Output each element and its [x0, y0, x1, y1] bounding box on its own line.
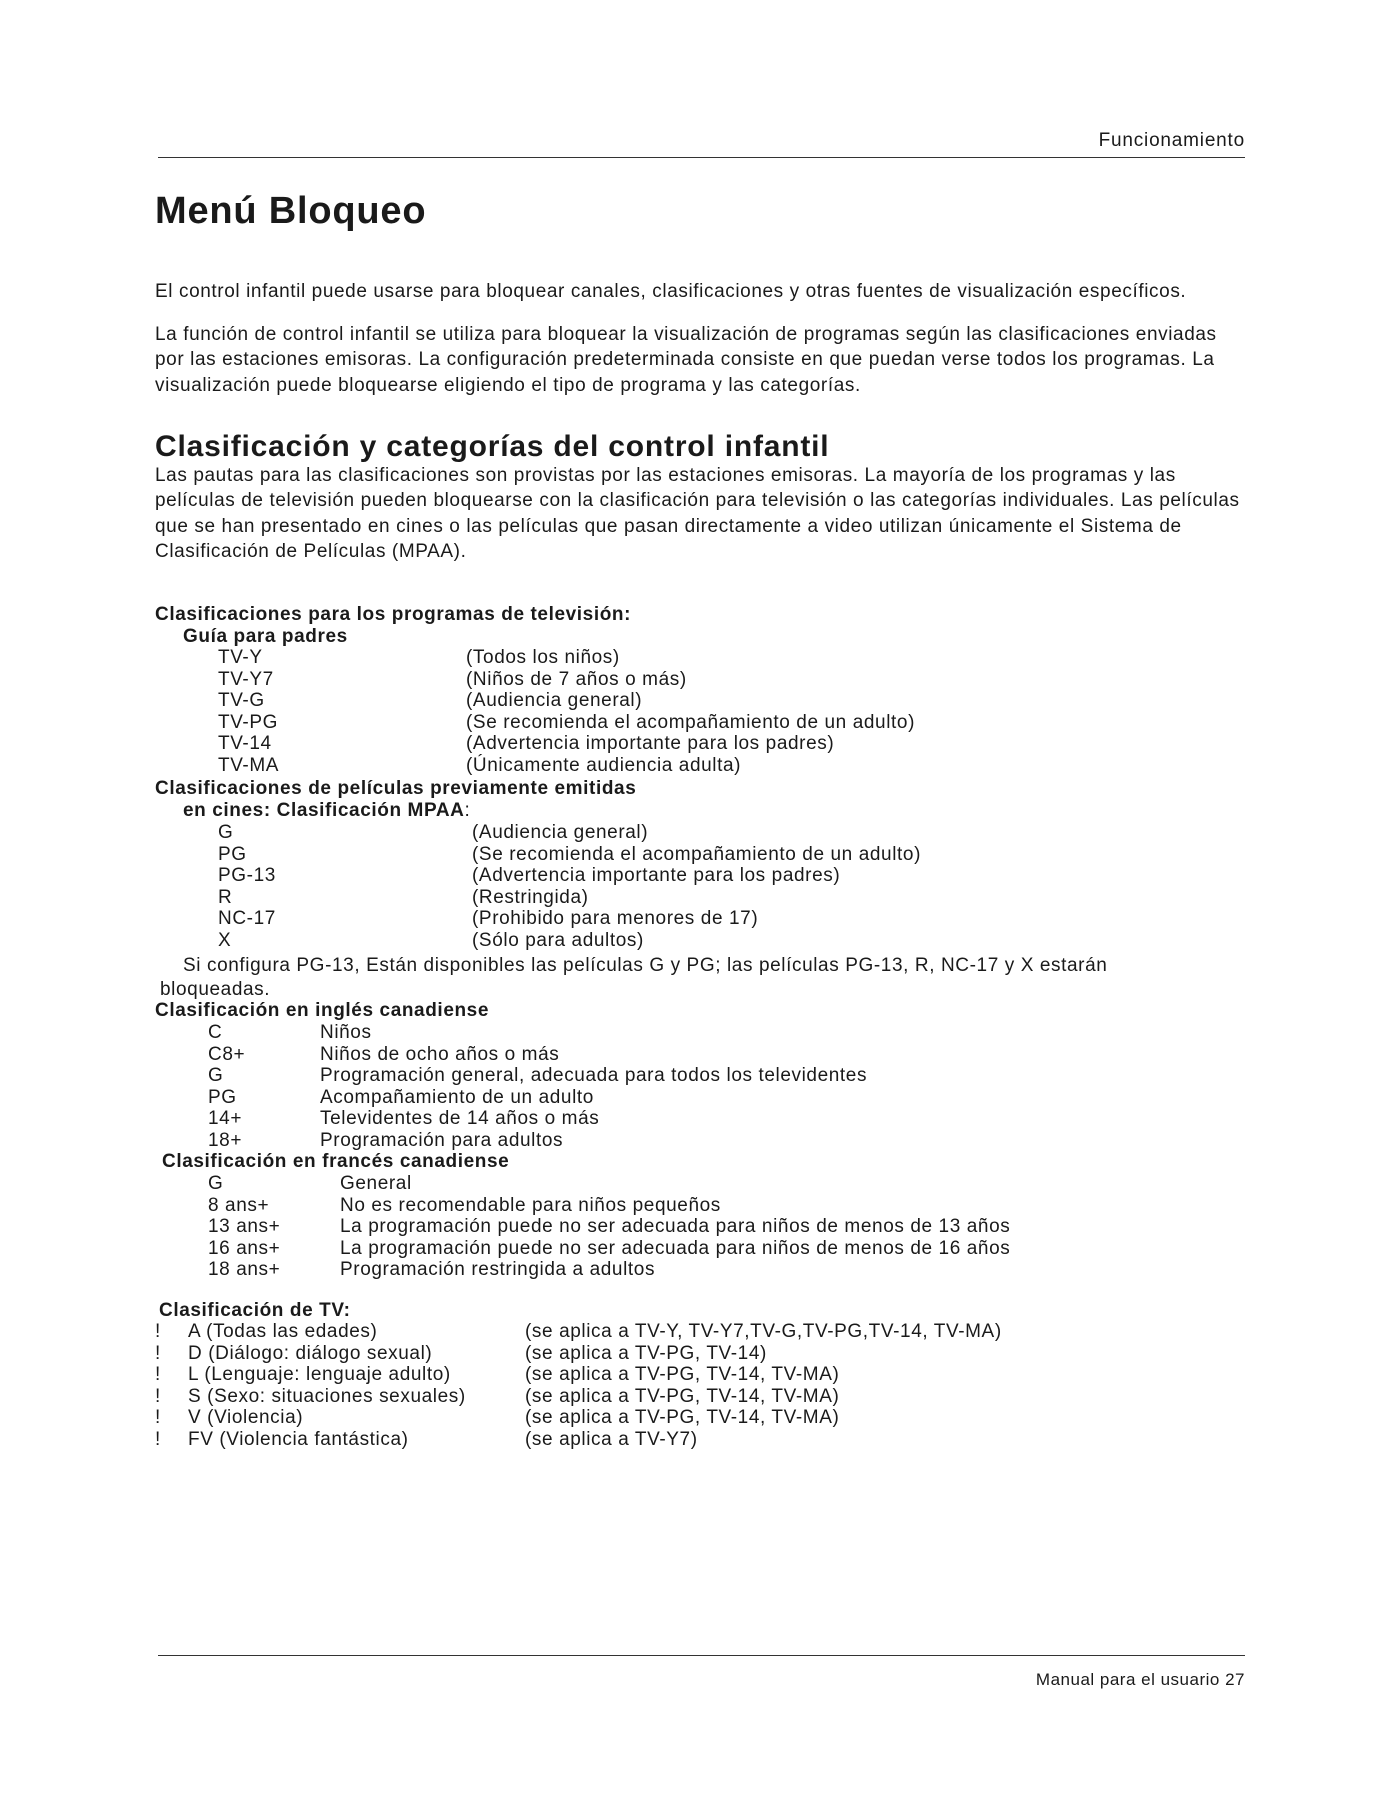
tv-rating-code: TV-G — [218, 690, 265, 712]
tv-category-applies: (se aplica a TV-PG, TV-14, TV-MA) — [525, 1364, 840, 1386]
footer-page-label: Manual para el usuario 27 — [1035, 1670, 1245, 1689]
canadian-french-rating-description: General — [340, 1173, 412, 1194]
canadian-french-rating-description: Programación restringida a adultos — [340, 1259, 656, 1281]
mpaa-subheading-text: en cines: Clasificación MPAA — [183, 800, 465, 821]
canadian-french-rating-code: 8 ans+ — [208, 1194, 270, 1216]
intro-paragraph-2: La función de control infantil se utiliza para bloquear la visualización de programas según las clasificaciones enviadas por las estaciones emisoras. La configuración predeterminada consiste en que puedan verse todos los programas. La visualización puede bloquearse eligiendo el tipo de programa y las categorías. — [155, 324, 1217, 396]
tv-rating-code: TV-Y — [218, 647, 263, 668]
movies-heading: Clasificaciones de películas previamente emitidas — [155, 778, 637, 799]
tv-rating-description: (Advertencia importante para los padres) — [466, 733, 835, 755]
tv-rating-description: (Niños de 7 años o más) — [466, 668, 687, 690]
mpaa-rating-code: PG-13 — [218, 865, 276, 887]
tv-category-applies: (se aplica a TV-PG, TV-14, TV-MA) — [525, 1407, 840, 1429]
mpaa-rating-code: PG — [218, 843, 247, 865]
tv-category-bullet: ! — [155, 1429, 161, 1450]
tv-category-bullet: ! — [155, 1364, 161, 1386]
tv-category-applies: (se aplica a TV-PG, TV-14) — [525, 1342, 767, 1364]
tv-category-name: S (Sexo: situaciones sexuales) — [188, 1385, 466, 1407]
tv-rating-description: (Audiencia general) — [466, 690, 643, 712]
mpaa-subheading-colon: : — [464, 800, 471, 821]
footer-rule — [158, 1655, 1245, 1656]
canadian-english-rating-description: Televidentes de 14 años o más — [320, 1108, 600, 1130]
mpaa-rating-description: (Sólo para adultos) — [472, 930, 644, 951]
canadian-english-rating-code: G — [208, 1065, 224, 1087]
mpaa-rating-code: R — [218, 886, 233, 908]
tv-category-name: D (Diálogo: diálogo sexual) — [188, 1342, 433, 1364]
canadian-french-rating-code: G — [208, 1173, 224, 1194]
tv-rating-description: (Todos los niños) — [466, 647, 620, 668]
header-rule — [158, 157, 1245, 158]
canadian-french-rating-description: No es recomendable para niños pequeños — [340, 1194, 721, 1216]
intro-paragraph-1: El control infantil puede usarse para bloquear canales, clasificaciones y otras fuentes de visualización específicos. — [155, 281, 1187, 302]
mpaa-rating-description: (Restringida) — [472, 886, 589, 908]
mpaa-rating-description: (Audiencia general) — [472, 822, 649, 843]
tv-category-bullet: ! — [155, 1385, 161, 1407]
canadian-english-heading: Clasificación en inglés canadiense — [155, 1000, 490, 1021]
page-title: Menú Bloqueo — [155, 190, 427, 232]
tv-category-name: A (Todas las edades) — [188, 1321, 378, 1342]
mpaa-rating-description: (Prohibido para menores de 17) — [472, 908, 759, 930]
canadian-english-rating-code: 18+ — [208, 1130, 243, 1151]
movies-subheading — [183, 800, 470, 822]
canadian-english-rating-description: Programación general, adecuada para todos los televidentes — [320, 1065, 868, 1087]
tv-rating-code: TV-PG — [218, 711, 279, 733]
tv-category-bullet: ! — [155, 1407, 161, 1429]
tv-category-applies: (se aplica a TV-Y, TV-Y7,TV-G,TV-PG,TV-14, TV-MA) — [525, 1321, 1002, 1342]
canadian-english-rating-description: Programación para adultos — [320, 1130, 564, 1151]
mpaa-rating-description: (Advertencia importante para los padres) — [472, 865, 841, 887]
canadian-french-rating-description: La programación puede no ser adecuada para niños de menos de 16 años — [340, 1237, 1011, 1259]
canadian-french-rating-code: 13 ans+ — [208, 1216, 281, 1238]
tv-category-name: FV (Violencia fantástica) — [188, 1429, 409, 1450]
tv-category-applies: (se aplica a TV-Y7) — [525, 1429, 698, 1450]
tv-rating-code: TV-Y7 — [218, 668, 274, 690]
canadian-french-rating-description: La programación puede no ser adecuada para niños de menos de 13 años — [340, 1216, 1011, 1238]
canadian-english-rating-description: Acompañamiento de un adulto — [320, 1086, 594, 1108]
tv-rating-description: (Se recomienda el acompañamiento de un adulto) — [466, 711, 916, 733]
header-section-label: Funcionamiento — [1098, 130, 1245, 151]
canadian-french-heading: Clasificación en francés canadiense — [162, 1151, 510, 1172]
tv-category-name: V (Violencia) — [188, 1407, 304, 1429]
canadian-english-rating-code: C — [208, 1022, 223, 1043]
parental-guide-subheading: Guía para padres — [183, 626, 348, 647]
movies-note-line-1: Si configura PG-13, Están disponibles las películas G y PG; las películas PG-13, R, NC-17 y X estarán — [183, 955, 1108, 976]
tv-rating-code: TV-MA — [218, 755, 280, 776]
canadian-english-rating-code: C8+ — [208, 1043, 246, 1065]
tv-category-bullet: ! — [155, 1342, 161, 1364]
section-body: Las pautas para las clasificaciones son provistas por las estaciones emisoras. La mayoría de los programas y las películas de televisión pueden bloquearse con la clasificación para televisión o las categorías individuales. Las películas que se han presentado en cines o las películas que pasan directamente a video utilizan únicamente el Sistema de Clasificación de Películas (MPAA). — [155, 465, 1240, 562]
canadian-english-rating-description: Niños de ocho años o más — [320, 1043, 560, 1065]
mpaa-rating-description: (Se recomienda el acompañamiento de un adulto) — [472, 843, 922, 865]
canadian-french-rating-code: 18 ans+ — [208, 1259, 281, 1281]
tv-rating-description: (Únicamente audiencia adulta) — [466, 755, 742, 776]
movies-note-line-2: bloqueadas. — [160, 979, 271, 1000]
tv-rating-code: TV-14 — [218, 733, 272, 755]
mpaa-rating-code: G — [218, 822, 234, 843]
tv-programs-heading: Clasificaciones para los programas de televisión: — [155, 604, 632, 625]
mpaa-rating-code: X — [218, 930, 232, 951]
section-title: Clasificación y categorías del control infantil — [155, 430, 830, 463]
tv-category-bullet: ! — [155, 1321, 161, 1342]
tv-categories-heading: Clasificación de TV: — [159, 1300, 351, 1321]
canadian-english-rating-code: PG — [208, 1086, 237, 1108]
mpaa-rating-code: NC-17 — [218, 908, 276, 930]
tv-category-applies: (se aplica a TV-PG, TV-14, TV-MA) — [525, 1385, 840, 1407]
canadian-english-rating-description: Niños — [320, 1022, 372, 1043]
canadian-french-rating-code: 16 ans+ — [208, 1237, 281, 1259]
canadian-english-rating-code: 14+ — [208, 1108, 243, 1130]
tv-category-name: L (Lenguaje: lenguaje adulto) — [188, 1364, 451, 1386]
